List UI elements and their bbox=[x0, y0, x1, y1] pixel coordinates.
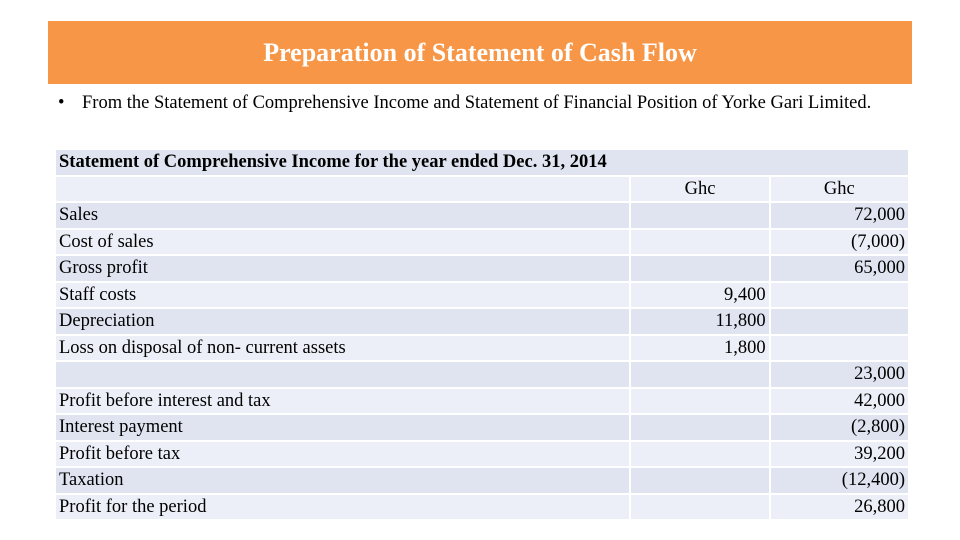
row-value-col1 bbox=[631, 495, 768, 520]
row-value-col2: 26,800 bbox=[771, 495, 908, 520]
slide-title: Preparation of Statement of Cash Flow bbox=[263, 37, 697, 67]
row-value-col2: 39,200 bbox=[771, 442, 908, 467]
statement-heading-row bbox=[56, 150, 908, 175]
row-label: Cost of sales bbox=[56, 230, 629, 255]
row-value-col1 bbox=[631, 389, 768, 414]
table-row bbox=[56, 415, 908, 440]
row-value-col1 bbox=[631, 230, 768, 255]
row-label: Taxation bbox=[56, 468, 629, 493]
table-row bbox=[56, 468, 908, 493]
row-value-col2 bbox=[771, 336, 908, 361]
bullet-text: From the Statement of Comprehensive Income and Statement of Financial Position of Yorke Gari Limited. bbox=[82, 93, 872, 113]
table-row bbox=[56, 389, 908, 414]
title-bar bbox=[48, 21, 912, 84]
table-row bbox=[56, 336, 908, 361]
row-value-col1: 1,800 bbox=[631, 336, 768, 361]
column-header-row bbox=[56, 177, 908, 202]
statement-heading: Statement of Comprehensive Income for the year ended Dec. 31, 2014 bbox=[56, 150, 908, 175]
row-label: Profit for the period bbox=[56, 495, 629, 520]
income-statement-table bbox=[54, 148, 910, 521]
table-row bbox=[56, 203, 908, 228]
table-row bbox=[56, 495, 908, 520]
row-value-col1 bbox=[631, 362, 768, 387]
row-value-col2: 65,000 bbox=[771, 256, 908, 281]
row-value-col1: 9,400 bbox=[631, 283, 768, 308]
row-label: Staff costs bbox=[56, 283, 629, 308]
row-value-col1 bbox=[631, 203, 768, 228]
row-value-col1 bbox=[631, 468, 768, 493]
row-value-col2 bbox=[771, 283, 908, 308]
table-row bbox=[56, 309, 908, 334]
row-value-col2: 42,000 bbox=[771, 389, 908, 414]
row-value-col1 bbox=[631, 442, 768, 467]
row-value-col2: 72,000 bbox=[771, 203, 908, 228]
row-value-col2: 23,000 bbox=[771, 362, 908, 387]
column-header-blank bbox=[56, 177, 629, 202]
row-label: Depreciation bbox=[56, 309, 629, 334]
row-label: Sales bbox=[56, 203, 629, 228]
table-row bbox=[56, 442, 908, 467]
bullet-point bbox=[58, 91, 918, 115]
statement-body bbox=[56, 203, 908, 519]
row-value-col2: (7,000) bbox=[771, 230, 908, 255]
table-row bbox=[56, 362, 908, 387]
row-label: Gross profit bbox=[56, 256, 629, 281]
row-value-col2: (2,800) bbox=[771, 415, 908, 440]
bullet-marker: • bbox=[58, 93, 65, 113]
row-value-col2: (12,400) bbox=[771, 468, 908, 493]
row-value-col2 bbox=[771, 309, 908, 334]
column-header-ghc-1: Ghc bbox=[631, 177, 768, 202]
row-label bbox=[56, 362, 629, 387]
row-label: Profit before interest and tax bbox=[56, 389, 629, 414]
row-value-col1 bbox=[631, 256, 768, 281]
table-row bbox=[56, 230, 908, 255]
column-header-ghc-2: Ghc bbox=[771, 177, 908, 202]
row-label: Profit before tax bbox=[56, 442, 629, 467]
row-value-col1 bbox=[631, 415, 768, 440]
table-row bbox=[56, 256, 908, 281]
table-row bbox=[56, 283, 908, 308]
row-label: Interest payment bbox=[56, 415, 629, 440]
row-label: Loss on disposal of non- current assets bbox=[56, 336, 629, 361]
row-value-col1: 11,800 bbox=[631, 309, 768, 334]
